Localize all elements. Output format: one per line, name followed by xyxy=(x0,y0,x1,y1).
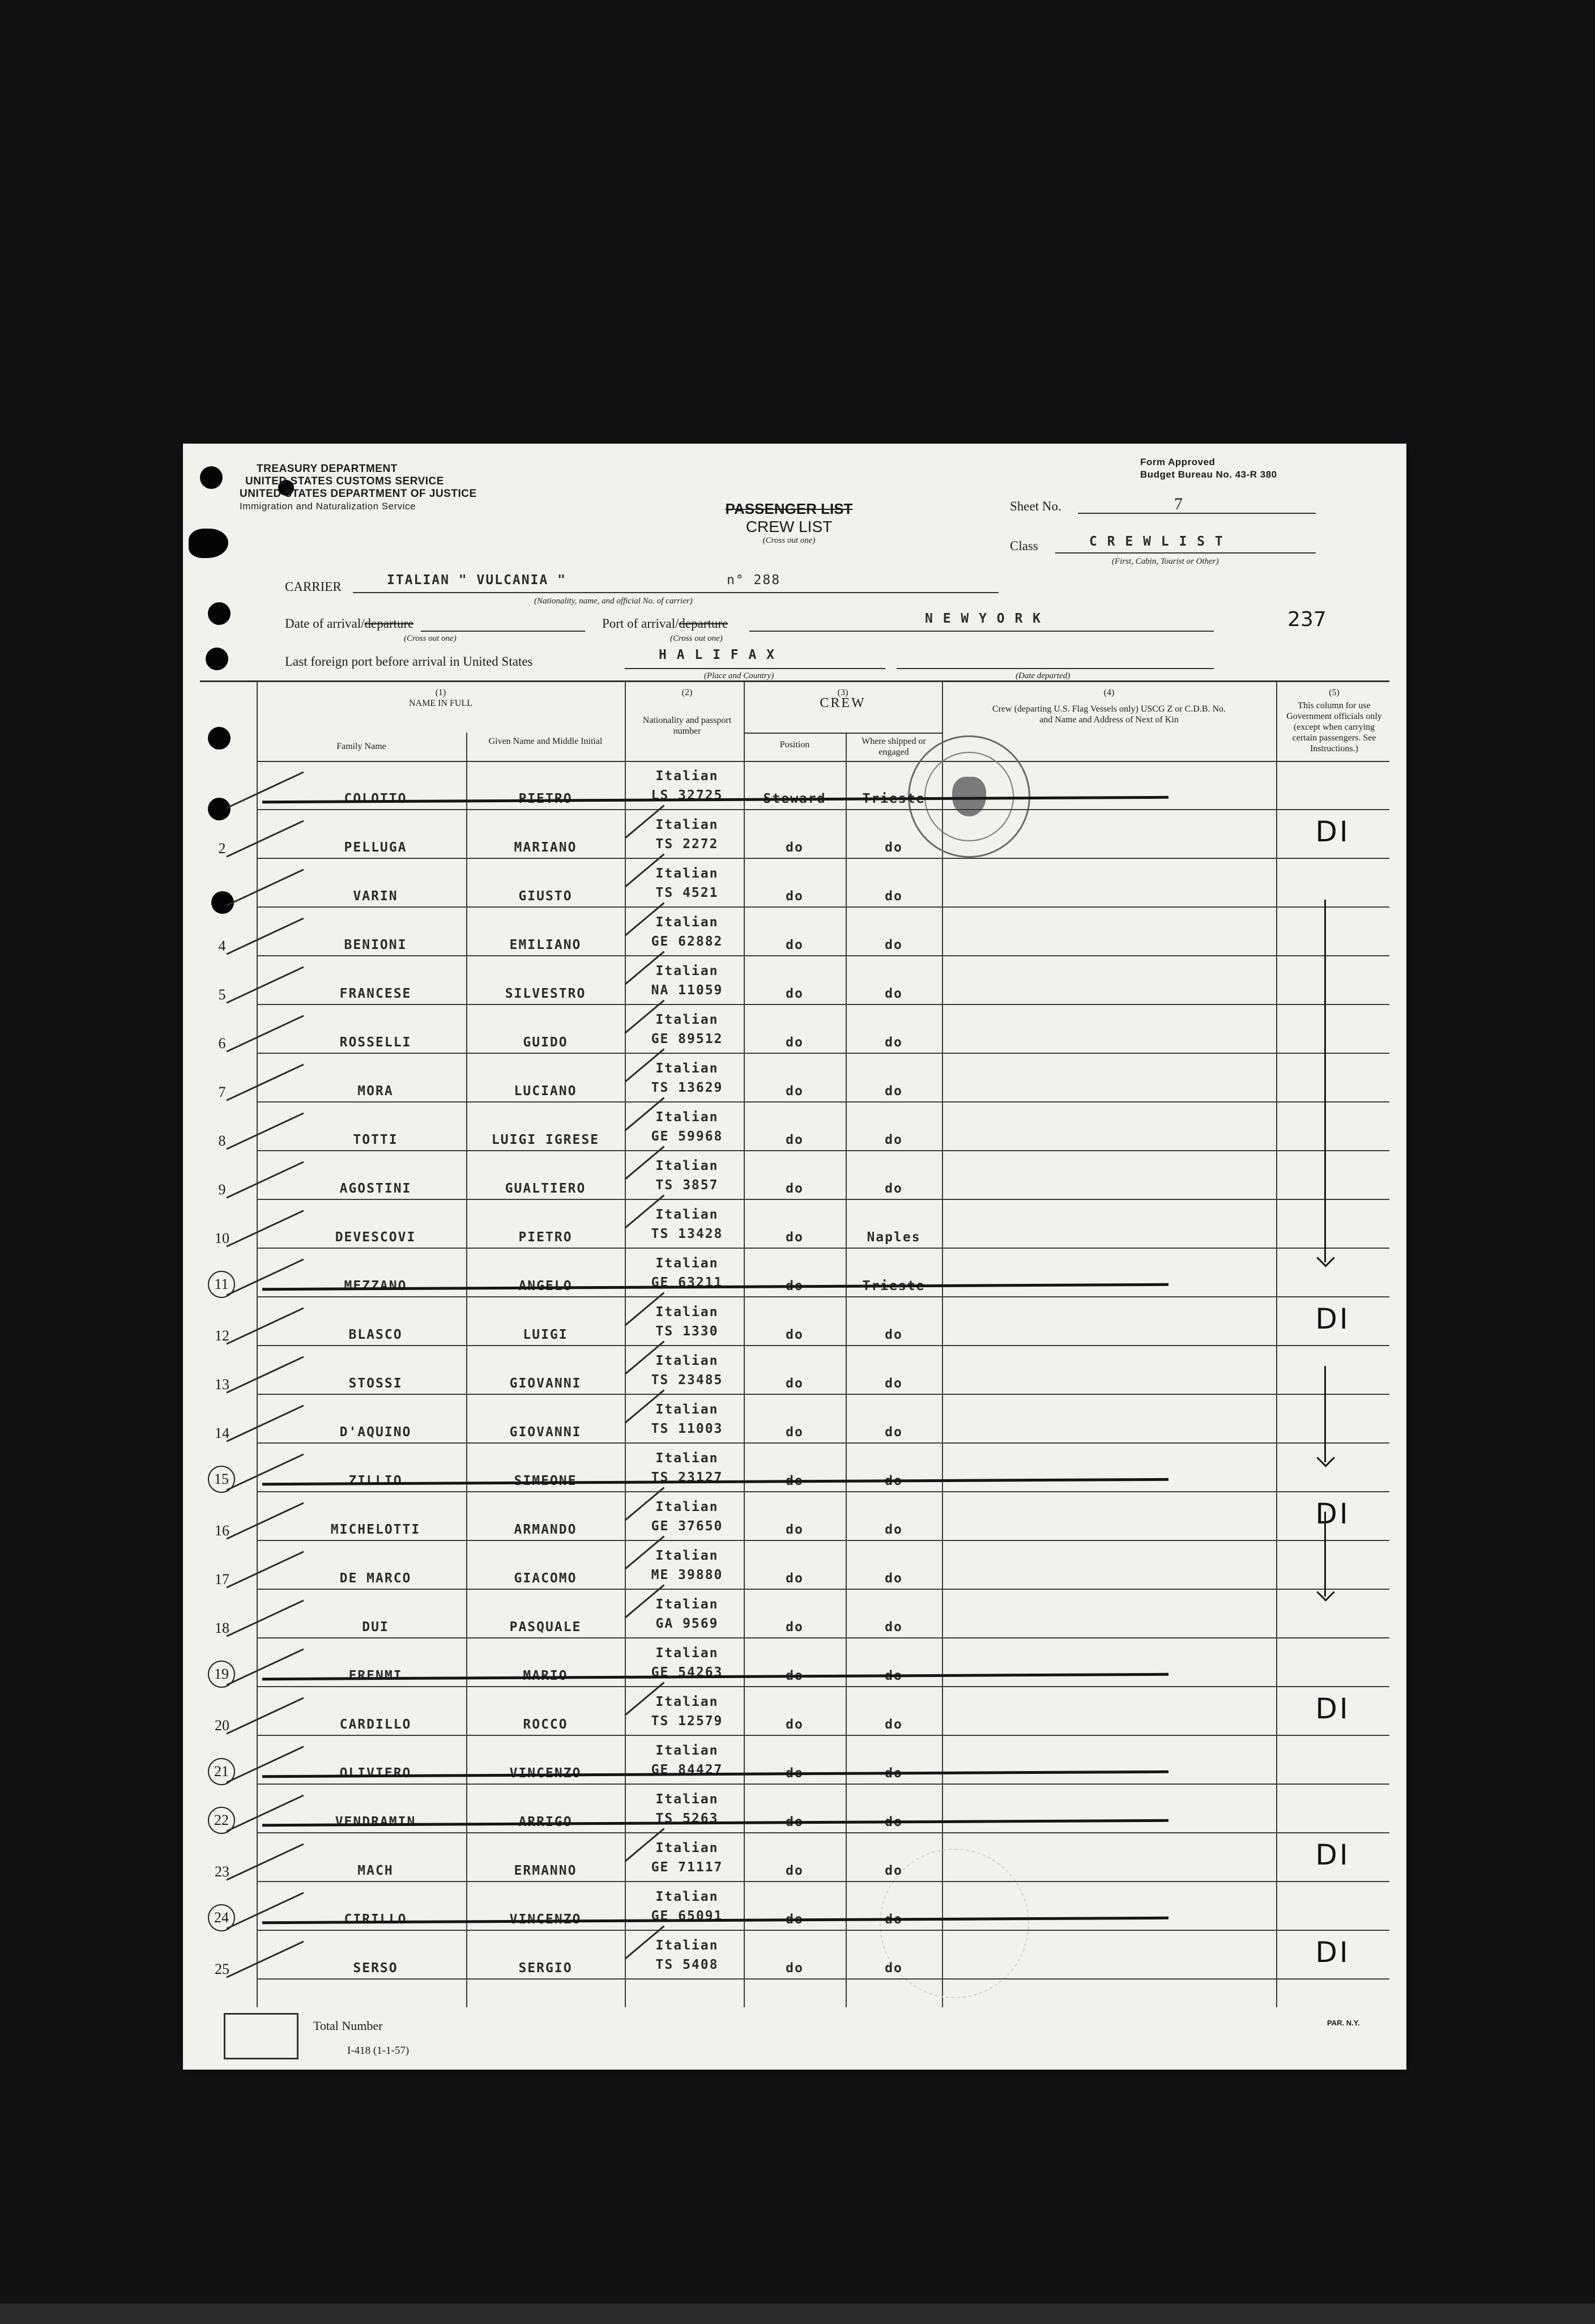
official-mark: DI xyxy=(1315,1692,1350,1725)
passport-number: NA 11059 xyxy=(651,983,723,998)
position: do xyxy=(786,1230,804,1245)
row-number: 24 xyxy=(208,1904,235,1931)
punch-hole xyxy=(208,727,231,750)
given-name: GIOVANNI xyxy=(509,1376,582,1391)
table-row xyxy=(183,1492,1406,1540)
where-shipped: do xyxy=(885,1815,903,1829)
row-number: 22 xyxy=(208,1807,235,1834)
col1-number: (1) xyxy=(435,688,446,697)
position: do xyxy=(786,938,804,952)
official-mark: DI xyxy=(1315,1838,1350,1871)
table-row xyxy=(183,810,1406,858)
where-header: Where shipped or engaged xyxy=(862,737,926,757)
position: do xyxy=(786,889,804,904)
given-name: ARRIGO xyxy=(518,1815,573,1829)
nationality-passport xyxy=(630,1010,744,1049)
last-port-note: (Place and Country) xyxy=(704,671,774,680)
position: do xyxy=(786,1133,804,1147)
row-number: 10 xyxy=(215,1230,229,1246)
port-label xyxy=(602,616,728,631)
family-name: MEZZANO xyxy=(344,1279,407,1293)
family-name: CIRILLO xyxy=(344,1912,407,1927)
file-number: 237 xyxy=(1287,608,1327,631)
family-name: TOTTI xyxy=(353,1133,398,1147)
sheet-label: Sheet No. xyxy=(1010,499,1061,513)
passport-number: GE 62882 xyxy=(651,934,723,949)
given-name: LUIGI IGRESE xyxy=(491,1133,600,1147)
official-mark: DI xyxy=(1315,1497,1350,1530)
passport-number: GE 89512 xyxy=(651,1032,723,1046)
col3-header xyxy=(744,687,942,709)
nationality: Italian xyxy=(655,1159,719,1173)
passport-number: GE 63211 xyxy=(651,1275,723,1290)
form-number: I-418 (1-1-57) xyxy=(347,2045,410,2057)
position: do xyxy=(786,1181,804,1196)
row-number: 18 xyxy=(215,1620,229,1636)
class-line xyxy=(1055,552,1316,554)
row-number: 14 xyxy=(215,1425,229,1441)
given-name: PIETRO xyxy=(518,1230,573,1245)
row-number: 7 xyxy=(218,1084,226,1100)
family-name: VENDRAMIN xyxy=(335,1815,416,1829)
dept-line: UNITED STATES CUSTOMS SERVICE xyxy=(245,475,444,487)
total-label: Total Number xyxy=(313,2019,383,2033)
nationality: Italian xyxy=(655,1353,719,1368)
table-row xyxy=(183,858,1406,907)
where-shipped: do xyxy=(885,1668,903,1683)
given-name: LUCIANO xyxy=(514,1084,577,1099)
nationality: Italian xyxy=(655,1110,719,1125)
table-row xyxy=(183,1735,1406,1784)
given-name: VINCENZO xyxy=(509,1912,582,1927)
table-row xyxy=(183,1443,1406,1492)
position: do xyxy=(786,1961,804,1976)
passport-number: TS 13629 xyxy=(651,1080,723,1095)
passport-number: ME 39880 xyxy=(651,1568,723,1582)
table-row xyxy=(183,1930,1406,1979)
given-name: GIOVANNI xyxy=(509,1425,582,1440)
where-shipped: do xyxy=(885,1522,903,1537)
department-heading xyxy=(217,463,477,513)
row-number: 16 xyxy=(215,1522,229,1539)
where-shipped: Trieste xyxy=(862,791,926,806)
nationality: Italian xyxy=(655,1646,719,1661)
bracket-arrow xyxy=(1324,1512,1326,1597)
col5-header xyxy=(1279,687,1389,754)
family-name: FRANCESE xyxy=(339,986,412,1001)
position: do xyxy=(786,1376,804,1391)
nationality: Italian xyxy=(655,1402,719,1417)
nationality: Italian xyxy=(655,1548,719,1563)
given-name: GUALTIERO xyxy=(505,1181,586,1196)
nationality-passport xyxy=(630,815,744,854)
table-row xyxy=(183,1346,1406,1394)
given-name: PASQUALE xyxy=(509,1620,582,1635)
family-name: PELLUGA xyxy=(344,840,407,855)
family-name: AGOSTINI xyxy=(339,1181,412,1196)
passport-number: TS 1330 xyxy=(655,1324,719,1339)
where-shipped: do xyxy=(885,840,903,855)
nationality: Italian xyxy=(655,866,719,881)
table-row xyxy=(183,1833,1406,1882)
crew-list-title: CREW LIST xyxy=(745,518,833,535)
table-row xyxy=(183,1151,1406,1199)
position: do xyxy=(786,1766,804,1781)
passport-number: GE 84427 xyxy=(651,1763,723,1777)
col2-title: Nationality and passport number xyxy=(642,716,732,736)
passport-number: TS 11003 xyxy=(651,1421,723,1436)
official-mark: DI xyxy=(1315,815,1350,848)
passport-number: LS 32725 xyxy=(651,788,723,803)
position: do xyxy=(786,1474,804,1488)
passport-number: GE 37650 xyxy=(651,1519,723,1534)
position: do xyxy=(786,1620,804,1635)
family-name: BLASCO xyxy=(348,1327,403,1342)
table-row xyxy=(183,1053,1406,1102)
family-name: OLIVIERO xyxy=(339,1766,412,1781)
port-crossed: departure xyxy=(679,616,728,631)
port-value: N E W Y O R K xyxy=(925,611,1042,626)
where-shipped: do xyxy=(885,1327,903,1342)
nationality-passport xyxy=(630,1936,744,1974)
carrier-label: CARRIER xyxy=(285,580,342,594)
passport-number: GE 54263 xyxy=(651,1665,723,1680)
col4-header xyxy=(948,687,1270,725)
nationality: Italian xyxy=(655,1889,719,1904)
row-rule xyxy=(257,1978,1389,1980)
table-row xyxy=(183,956,1406,1004)
carrier-line xyxy=(353,592,999,593)
given-name: ROCCO xyxy=(523,1717,568,1732)
arrival-crossed: departure xyxy=(364,616,414,631)
passport-number: TS 4521 xyxy=(655,886,719,900)
total-number-box[interactable] xyxy=(224,2013,298,2059)
arrival-label-text: Date of arrival/ xyxy=(285,616,365,631)
col5-number: (5) xyxy=(1329,688,1340,697)
nationality: Italian xyxy=(655,1500,719,1514)
date-departed-note: (Date departed) xyxy=(1016,671,1071,680)
given-name: PIETRO xyxy=(518,791,573,806)
row-number: 23 xyxy=(215,1863,229,1880)
table-row xyxy=(183,1004,1406,1053)
where-shipped: Naples xyxy=(867,1230,921,1245)
dept-line: Immigration and Naturalization Service xyxy=(240,501,416,512)
row-number: 13 xyxy=(215,1376,229,1393)
where-shipped: do xyxy=(885,1425,903,1440)
family-name: VARIN xyxy=(353,889,398,904)
nationality-passport xyxy=(630,1692,744,1731)
last-port-label: Last foreign port before arrival in United States xyxy=(285,654,533,669)
passport-number: TS 5263 xyxy=(655,1811,719,1826)
nationality: Italian xyxy=(655,1451,719,1466)
position: do xyxy=(786,1668,804,1683)
nationality: Italian xyxy=(655,964,719,978)
given-name: GUIDO xyxy=(523,1035,568,1050)
where-shipped: do xyxy=(885,1766,903,1781)
nationality: Italian xyxy=(655,1061,719,1076)
family-name: ROSSELLI xyxy=(339,1035,412,1050)
table-row xyxy=(183,761,1406,810)
position: do xyxy=(786,1571,804,1586)
passport-number: TS 12579 xyxy=(651,1714,723,1729)
passport-number: TS 2272 xyxy=(655,837,719,852)
passport-number: TS 3857 xyxy=(655,1178,719,1193)
class-note: (First, Cabin, Tourist or Other) xyxy=(1112,557,1219,566)
table-row xyxy=(183,1882,1406,1930)
family-name: SERSO xyxy=(353,1961,398,1976)
position: do xyxy=(786,1425,804,1440)
nationality-passport xyxy=(630,961,744,1000)
crew-subrule xyxy=(744,733,942,734)
bracket-arrow xyxy=(1324,1366,1326,1462)
table-row xyxy=(183,1199,1406,1248)
where-shipped: do xyxy=(885,1571,903,1586)
given-name: GIUSTO xyxy=(518,889,573,904)
port-line xyxy=(749,631,1214,632)
table-row xyxy=(183,1784,1406,1833)
family-name: FRENMI xyxy=(348,1668,403,1683)
where-shipped: do xyxy=(885,889,903,904)
table-row xyxy=(183,1540,1406,1589)
nationality: Italian xyxy=(655,1841,719,1855)
where-shipped: do xyxy=(885,986,903,1001)
position-header: Position xyxy=(779,740,810,750)
passport-number: GA 9569 xyxy=(655,1616,719,1631)
family-name: D'AQUINO xyxy=(339,1425,412,1440)
family-name: DEVESCOVI xyxy=(335,1230,416,1245)
where-shipped: do xyxy=(885,1912,903,1927)
row-number: 8 xyxy=(218,1133,226,1149)
nationality-passport xyxy=(630,864,744,903)
nationality-passport xyxy=(630,1303,744,1341)
nationality: Italian xyxy=(655,818,719,832)
punch-hole xyxy=(208,602,231,625)
row-number: 2 xyxy=(218,840,226,857)
where-shipped: do xyxy=(885,1863,903,1878)
position: do xyxy=(786,1912,804,1927)
nationality-passport xyxy=(630,1351,744,1390)
nationality: Italian xyxy=(655,1597,719,1612)
where-shipped: do xyxy=(885,1376,903,1391)
where-shipped: do xyxy=(885,1084,903,1099)
position: do xyxy=(786,1279,804,1293)
nationality: Italian xyxy=(655,1792,719,1807)
table-row xyxy=(183,1248,1406,1297)
carrier-number: n° 288 xyxy=(727,573,781,588)
nationality: Italian xyxy=(655,1743,719,1758)
position: Steward xyxy=(763,791,826,806)
nationality-passport xyxy=(630,913,744,951)
last-port-line xyxy=(625,668,885,669)
given-name: ANGELO xyxy=(518,1279,573,1293)
row-number: 21 xyxy=(208,1758,235,1785)
position: do xyxy=(786,1717,804,1732)
given-name: SILVESTRO xyxy=(505,986,586,1001)
scan-border xyxy=(0,2304,1595,2324)
table-row xyxy=(183,1102,1406,1151)
given-name-header: Given Name and Middle Initial xyxy=(488,737,603,746)
row-number: 25 xyxy=(215,1961,229,1977)
family-name: DE MARCO xyxy=(339,1571,412,1586)
where-shipped: do xyxy=(885,1474,903,1488)
where-shipped: Trieste xyxy=(862,1279,926,1293)
class-label: Class xyxy=(1010,539,1038,553)
row-number: 11 xyxy=(208,1271,235,1298)
row-number: 5 xyxy=(218,986,226,1003)
row-number: 9 xyxy=(218,1181,226,1198)
row-number: 6 xyxy=(218,1035,226,1052)
port-note: (Cross out one) xyxy=(670,634,723,643)
cross-note: (Cross out one) xyxy=(762,536,816,545)
nationality: Italian xyxy=(655,1207,719,1222)
passport-number: GE 65091 xyxy=(651,1909,723,1923)
col2-header xyxy=(630,687,744,737)
row-number: 15 xyxy=(208,1466,235,1493)
passport-number: GE 71117 xyxy=(651,1860,723,1875)
given-name: LUIGI xyxy=(523,1327,568,1342)
family-name: CARDILLO xyxy=(339,1717,412,1732)
family-name: ZILLIO xyxy=(348,1474,403,1488)
position: do xyxy=(786,840,804,855)
nationality-passport xyxy=(630,1059,744,1097)
row-number: 19 xyxy=(208,1661,235,1688)
row-number: 20 xyxy=(215,1717,229,1734)
table-row xyxy=(183,907,1406,956)
passport-number: GE 59968 xyxy=(651,1129,723,1144)
col3-number: (3) xyxy=(837,688,848,697)
dept-line: TREASURY DEPARTMENT xyxy=(257,463,398,475)
form-title xyxy=(670,500,908,546)
position: do xyxy=(786,1035,804,1050)
given-name: SERGIO xyxy=(518,1961,573,1976)
table-row xyxy=(183,1638,1406,1687)
budget-number: Budget Bureau No. 43-R 380 xyxy=(1140,469,1277,480)
bracket-arrow xyxy=(1324,900,1326,1262)
table-top-rule xyxy=(200,680,1389,682)
family-name: MORA xyxy=(357,1084,394,1099)
passport-number: TS 23127 xyxy=(651,1470,723,1485)
date-departed-line xyxy=(897,668,1214,669)
official-mark: DI xyxy=(1315,1303,1350,1335)
nationality-passport xyxy=(630,1156,744,1195)
given-name: MARIO xyxy=(523,1668,568,1683)
nationality: Italian xyxy=(655,1938,719,1953)
col3-title: CREW xyxy=(820,696,866,710)
sheet-line xyxy=(1078,513,1316,514)
where-shipped: do xyxy=(885,1181,903,1196)
given-name: EMILIANO xyxy=(509,938,582,952)
nationality-passport xyxy=(630,1838,744,1877)
family-name: BENIONI xyxy=(344,938,407,952)
printer-mark: PAR. N.Y. xyxy=(1327,2019,1360,2027)
given-name: MARIANO xyxy=(514,840,577,855)
crew-list-form xyxy=(183,444,1406,2070)
port-label-text: Port of arrival/ xyxy=(602,616,679,631)
given-name: ERMANNO xyxy=(514,1863,577,1878)
nationality-passport xyxy=(630,1497,744,1536)
where-shipped: do xyxy=(885,1961,903,1976)
where-shipped: do xyxy=(885,1133,903,1147)
arrival-line xyxy=(421,631,585,632)
col4-title: Crew (departing U.S. Flag Vessels only) USCG Z or C.D.B. No. and Name and Address of Next of Kin xyxy=(992,704,1226,725)
where-shipped: do xyxy=(885,1035,903,1050)
position: do xyxy=(786,986,804,1001)
given-name: GIACOMO xyxy=(514,1571,577,1586)
punch-hole xyxy=(206,648,228,670)
sheet-value: 7 xyxy=(1174,495,1183,513)
family-name: MACH xyxy=(357,1863,394,1878)
nationality: Italian xyxy=(655,1695,719,1709)
given-name: VINCENZO xyxy=(509,1766,582,1781)
form-approved-block xyxy=(1140,456,1277,481)
nationality-passport xyxy=(630,1400,744,1438)
official-mark: DI xyxy=(1315,1936,1350,1969)
family-name: DUI xyxy=(362,1620,389,1635)
given-name: SIMEONE xyxy=(514,1474,577,1488)
nationality: Italian xyxy=(655,1256,719,1271)
nationality-passport xyxy=(630,1595,744,1633)
family-name-header: Family Name xyxy=(336,742,386,751)
nationality: Italian xyxy=(655,1012,719,1027)
passport-number: TS 23485 xyxy=(651,1373,723,1387)
table-row xyxy=(183,1394,1406,1443)
nationality: Italian xyxy=(655,915,719,930)
arrival-label xyxy=(285,616,413,631)
row-number: 4 xyxy=(218,938,226,954)
punch-hole xyxy=(189,529,228,558)
col1-title: NAME IN FULL xyxy=(409,699,472,708)
col2-number: (2) xyxy=(681,688,693,697)
passport-number: TS 5408 xyxy=(655,1957,719,1972)
family-name: COLOTTO xyxy=(344,791,407,806)
table-row xyxy=(183,1297,1406,1346)
where-shipped: do xyxy=(885,1620,903,1635)
family-name: MICHELOTTI xyxy=(330,1522,421,1537)
where-shipped: do xyxy=(885,938,903,952)
position: do xyxy=(786,1863,804,1878)
table-row xyxy=(183,1589,1406,1638)
dept-line: UNITED STATES DEPARTMENT OF JUSTICE xyxy=(240,488,477,500)
nationality-passport xyxy=(630,1546,744,1585)
form-approved: Form Approved xyxy=(1140,457,1216,467)
nationality-passport xyxy=(630,1205,744,1244)
family-name: STOSSI xyxy=(348,1376,403,1391)
row-number: 17 xyxy=(215,1571,229,1587)
nationality-passport xyxy=(630,1108,744,1146)
col5-title: This column for use Government officials only (except when carrying certain passengers. See Instructions.) xyxy=(1286,701,1382,754)
carrier-note: (Nationality, name, and official No. of carrier) xyxy=(534,597,693,606)
class-value: C R E W L I S T xyxy=(1089,534,1224,549)
row-number: 12 xyxy=(215,1327,229,1344)
position: do xyxy=(786,1815,804,1829)
col4-number: (4) xyxy=(1103,688,1115,697)
position: do xyxy=(786,1084,804,1099)
col1-header xyxy=(257,687,625,709)
given-name: ARMANDO xyxy=(514,1522,577,1537)
nationality: Italian xyxy=(655,769,719,784)
where-shipped: do xyxy=(885,1717,903,1732)
position: do xyxy=(786,1522,804,1537)
arrival-note: (Cross out one) xyxy=(404,634,457,643)
nationality: Italian xyxy=(655,1305,719,1320)
table-row xyxy=(183,1687,1406,1735)
position: do xyxy=(786,1327,804,1342)
passenger-list-title: PASSENGER LIST xyxy=(725,500,853,517)
carrier-value: ITALIAN " VULCANIA " xyxy=(387,573,566,588)
last-port-value: H A L I F A X xyxy=(659,648,776,662)
passport-number: TS 13428 xyxy=(651,1227,723,1241)
